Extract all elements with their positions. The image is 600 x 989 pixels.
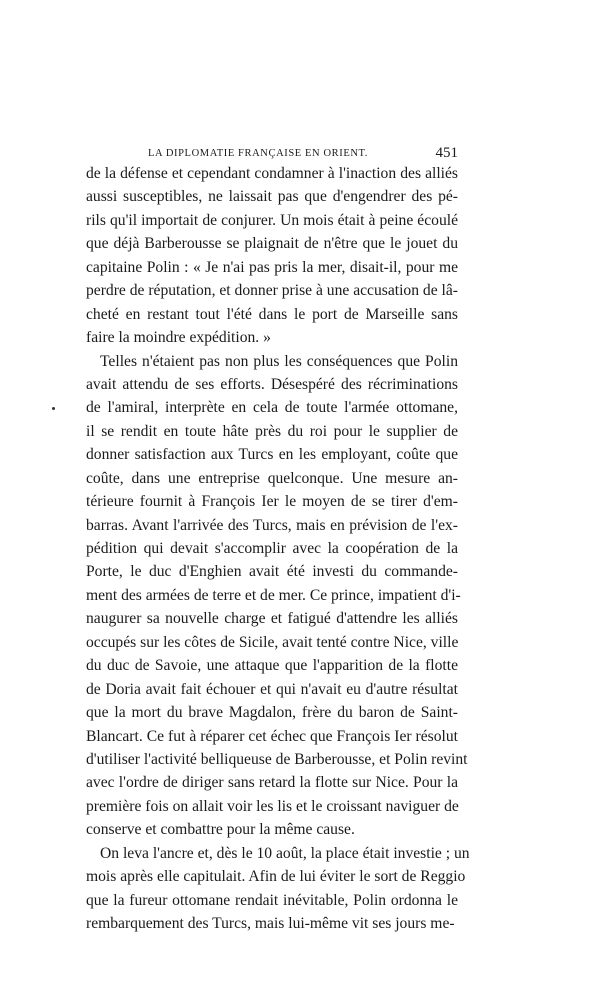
- text-line: capitaine Polin : « Je n'ai pas pris la mer, disait-il, pour me: [86, 258, 458, 276]
- text-line: faire la moindre expédition. »: [86, 329, 271, 347]
- text-line: On leva l'ancre et, dès le 10 août, la place était investie ; un: [100, 844, 470, 862]
- text-line: térieure fournit à François Ier le moyen de se tirer d'em-: [86, 493, 458, 511]
- text-line: coûte, dans une entreprise quelconque. Une mesure an-: [86, 469, 458, 487]
- text-line: de l'amiral, interprète en cela de toute l'armée ottomane,: [86, 399, 458, 417]
- text-line: première fois on allait voir les lis et le croissant naviguer de: [86, 797, 459, 815]
- text-line: rils qu'il importait de conjurer. Un mois était à peine écoulé: [86, 211, 458, 229]
- text-line: Blancart. Ce fut à réparer cet échec que François Ier résolut: [86, 727, 458, 745]
- text-line: que déjà Barberousse se plaignait de n'être que le jouet du: [86, 235, 458, 253]
- text-line: avec l'ordre de diriger sans retard la flotte sur Nice. Pour la: [86, 774, 458, 792]
- text-line: naugurer sa nouvelle charge et fatigué d'attendre les alliés: [86, 610, 458, 628]
- margin-dot-mark: [52, 407, 55, 410]
- text-line: rembarquement des Turcs, mais lui-même vit ses jours me-: [86, 915, 455, 932]
- text-line: il se rendit en toute hâte près du roi pour le supplier de: [86, 422, 458, 440]
- text-line: barras. Avant l'arrivée des Turcs, mais en prévision de l'ex-: [86, 516, 458, 534]
- text-line: que la fureur ottomane rendait inévitable, Polin ordonna le: [86, 891, 458, 909]
- paragraph: [86, 842, 470, 936]
- text-line: de la défense et cependant condamner à l'inaction des alliés: [86, 165, 458, 182]
- text-line: mois après elle capitulait. Afin de lui éviter le sort de Reggio: [86, 868, 466, 886]
- text-line: donner satisfaction aux Turcs en les employant, coûte que: [86, 446, 458, 464]
- text-line: cheté en restant tout l'été dans le port de Marseille sans: [86, 305, 458, 323]
- text-line: d'utiliser l'activité belliqueuse de Barberousse, et Polin revint: [86, 750, 468, 768]
- text-line: aussi susceptibles, ne laissait pas que d'engendrer des pé-: [86, 188, 458, 206]
- text-line: Telles n'étaient pas non plus les conséquences que Polin: [100, 352, 458, 370]
- text-line: que la mort du brave Magdalon, frère du baron de Saint-: [86, 704, 458, 722]
- paragraph: [86, 162, 458, 350]
- body-text: [86, 162, 470, 935]
- text-line: de Doria avait fait échouer et qui n'avait eu d'autre résultat: [86, 680, 458, 698]
- paragraph: [86, 350, 468, 842]
- text-line: du duc de Savoie, une attaque que l'apparition de la flotte: [86, 657, 458, 675]
- running-title: LA DIPLOMATIE FRANÇAISE EN ORIENT.: [148, 148, 368, 159]
- text-line: occupés sur les côtes de Sicile, avait tenté contre Nice, ville: [86, 633, 459, 651]
- text-line: ment des armées de terre et de mer. Ce prince, impatient d'i-: [86, 586, 461, 604]
- text-line: perdre de réputation, et donner prise à une accusation de lâ-: [86, 282, 458, 300]
- text-line: conserve et combattre pour la même cause.: [86, 821, 355, 839]
- text-line: pédition qui devait s'accomplir avec la coopération de la: [86, 540, 458, 557]
- text-line: avait attendu de ses efforts. Désespéré des récriminations: [86, 375, 458, 393]
- text-line: Porte, le duc d'Enghien avait été investi du commande-: [86, 563, 458, 581]
- page-number: 451: [435, 145, 458, 161]
